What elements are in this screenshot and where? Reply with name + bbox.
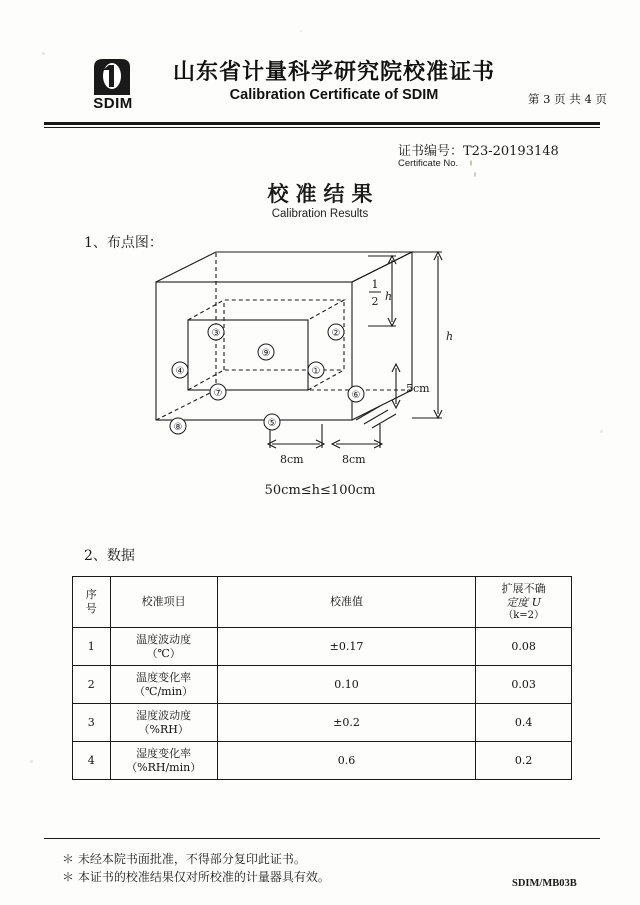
table-header-row [73,577,572,628]
scan-speck [30,760,33,763]
diagram-label-half-top: 1 [371,278,379,291]
item-1-heading: 1、布点图： [84,235,163,251]
footer-rule [44,838,600,839]
sdim-logo-text: SDIM [93,95,133,112]
row-no: 3 [73,704,111,742]
diagram-label-h: h [446,330,454,343]
diagram-label-5cm: 5cm [406,382,430,395]
certificate-number-value: T23-20193148 [463,144,559,159]
row-uncertainty: 0.08 [476,628,572,666]
certificate-title-cn: 山东省计量科学研究院校准证书 [172,59,495,85]
diagram-point-6: ⑥ [351,390,361,401]
results-title-cn: 校准结果 [267,181,380,206]
row-uncertainty: 0.2 [476,742,572,780]
certificate-number-label-en: Certificate No. [398,158,459,169]
row-item-line2: （℃） [146,646,181,660]
header-rule-thick [44,122,600,125]
row-item [110,666,217,704]
header-item: 校准项目 [110,577,217,628]
diagram-point-5: ⑤ [267,418,277,429]
header-value: 校准值 [217,577,476,628]
row-value: ±0.17 [217,628,476,666]
layout-diagram [120,248,520,510]
diagram-range-note: 50cm≤h≤100cm [264,483,376,498]
scan-speck [600,430,603,433]
table-row [73,666,572,704]
page-indicator: 第 3 页 共 4 页 [528,92,607,106]
row-uncertainty: 0.03 [476,666,572,704]
row-no: 2 [73,666,111,704]
diagram-label-8cm-right: 8cm [342,453,366,466]
scan-speck [300,30,302,32]
header-no [73,577,111,628]
diagram-point-8: ⑧ [173,422,183,433]
sdim-logo-icon [90,57,134,97]
row-item-line2: （%RH） [138,722,189,736]
row-item-line1: 湿度变化率 [136,746,192,760]
row-item [110,628,217,666]
form-number: SDIM/MB03B [512,878,577,889]
diagram-point-1: ① [311,366,321,377]
diagram-label-8cm-left: 8cm [280,453,304,466]
diagram-point-9: ⑨ [261,348,271,359]
sdim-logo [82,57,144,115]
table-row [73,704,572,742]
row-item-line2: （℃/min） [134,684,194,698]
certificate-number-line [398,140,559,159]
row-value: ±0.2 [217,704,476,742]
results-title-en: Calibration Results [271,208,369,220]
header-unc-line1: 扩展不确 [501,582,546,595]
row-item-line1: 温度波动度 [136,632,192,646]
diagram-point-4: ④ [175,366,185,377]
row-item [110,742,217,780]
footer-note-2: ＊ 本证书的校准结果仅对所校准的计量器具有效。 [62,870,330,884]
row-item [110,704,217,742]
document-header [44,55,607,123]
certificate-title-en: Calibration Certificate of SDIM [229,87,439,103]
header-unc-line3: （k=2） [503,609,545,621]
certificate-number-label: 证书编号： [398,144,464,159]
scan-speck [470,160,472,166]
row-item-line2: （%RH/min） [126,760,202,774]
footer-note-1: ＊ 未经本院书面批准，不得部分复印此证书。 [62,852,306,866]
row-item-line1: 温度变化率 [136,670,192,684]
layout-diagram-svg [120,248,520,510]
scan-speck [474,172,476,177]
row-value: 0.10 [217,666,476,704]
header-unc-line2: 定度 U [506,595,542,609]
header-rule-thin [44,127,600,128]
header-uncertainty [476,577,572,628]
row-no: 1 [73,628,111,666]
calibration-results-table [72,576,572,780]
table-row [73,742,572,780]
row-uncertainty: 0.4 [476,704,572,742]
diagram-point-3: ③ [211,328,221,339]
row-no: 4 [73,742,111,780]
header-no-line1: 序 [85,588,97,602]
row-value: 0.6 [217,742,476,780]
diagram-label-half-bottom: 2 [371,295,379,308]
table-row [73,628,572,666]
item-2-heading: 2、数据 [84,548,135,564]
row-item-line1: 湿度波动度 [136,708,192,722]
header-no-line2: 号 [85,602,97,615]
diagram-point-7: ⑦ [213,388,223,399]
diagram-point-2: ② [331,328,341,339]
diagram-label-half-unit: h [385,290,393,303]
